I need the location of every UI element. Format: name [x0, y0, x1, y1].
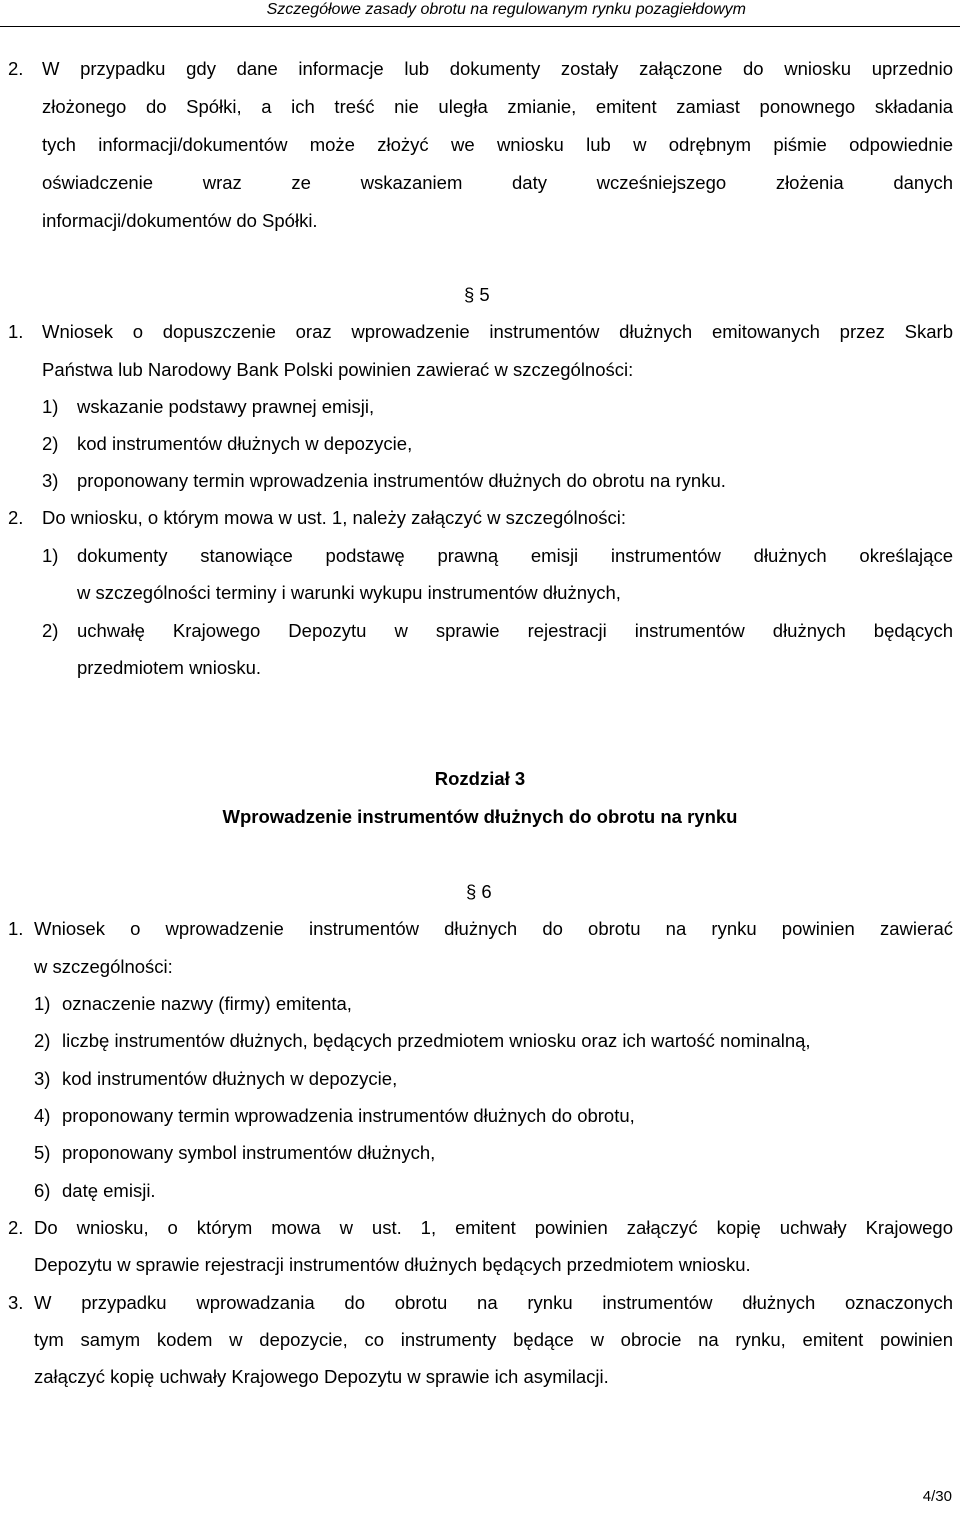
item-number: 2.: [8, 1217, 24, 1238]
text-line: załączyć kopię uchwały Krajowego Depozytu w sprawie ich asymilacji.: [34, 1366, 609, 1387]
chapter-title: Wprowadzenie instrumentów dłużnych do obrotu na rynku: [222, 806, 738, 827]
item-number: 1.: [8, 918, 24, 939]
text-line: Wniosek o dopuszczenie oraz wprowadzenie instrumentów dłużnych emitowanych przez Skarb: [42, 321, 953, 342]
running-header: Szczegółowe zasady obrotu na regulowanym rynku pozagiełdowym: [266, 1, 746, 18]
text-line: złożonego do Spółki, a ich treść nie uległa zmianie, emitent zamiast ponownego składania: [42, 96, 953, 117]
text-line: oświadczenie wraz ze wskazaniem daty wcześniejszego złożenia danych: [42, 172, 953, 193]
text-line: Depozytu w sprawie rejestracji instrumentów dłużnych będących przedmiotem wniosku.: [34, 1254, 751, 1275]
list-item: w szczególności terminy i warunki wykupu instrumentów dłużnych,: [77, 582, 621, 603]
list-item-number: 3): [34, 1068, 51, 1089]
item-number: 2.: [8, 507, 24, 528]
chapter-number: Rozdział 3: [434, 768, 526, 789]
list-item: kod instrumentów dłużnych w depozycie,: [77, 433, 413, 454]
text-line: informacji/dokumentów do Spółki.: [42, 210, 318, 231]
list-item-number: 3): [42, 470, 59, 491]
list-item-number: 1): [42, 545, 59, 566]
list-item: dokumenty stanowiące podstawę prawną emisji instrumentów dłużnych określające: [77, 545, 953, 566]
text-line: Wniosek o wprowadzenie instrumentów dłużnych do obrotu na rynku powinien zawierać: [34, 918, 953, 939]
list-item-number: 2): [42, 620, 59, 641]
page-number: 4/30: [922, 1488, 952, 1505]
paragraph-mark: § 6: [466, 881, 492, 902]
item-number: 2.: [8, 58, 24, 79]
text-line: Państwa lub Narodowy Bank Polski powinien zawierać w szczególności:: [42, 359, 634, 380]
item-number: 1.: [8, 321, 24, 342]
text-line: W przypadku wprowadzania do obrotu na rynku instrumentów dłużnych oznaczonych: [34, 1292, 953, 1313]
text-line: tym samym kodem w depozycie, co instrumenty będące w obrocie na rynku, emitent powinien: [34, 1329, 953, 1350]
list-item: proponowany symbol instrumentów dłużnych,: [62, 1142, 436, 1163]
list-item-number: 2): [42, 433, 59, 454]
list-item: kod instrumentów dłużnych w depozycie,: [62, 1068, 398, 1089]
list-item-number: 1): [34, 993, 51, 1014]
list-item: oznaczenie nazwy (firmy) emitenta,: [62, 993, 352, 1014]
list-item: proponowany termin wprowadzenia instrumentów dłużnych do obrotu na rynku.: [77, 470, 726, 491]
text-line: W przypadku gdy dane informacje lub dokumenty zostały załączone do wniosku uprzednio: [42, 58, 953, 79]
header-rule: [0, 26, 960, 27]
list-item-number: 2): [34, 1030, 51, 1051]
list-item: datę emisji.: [62, 1180, 156, 1201]
text-line: tych informacji/dokumentów może złożyć we wniosku lub w odrębnym piśmie odpowiednie: [42, 134, 953, 155]
list-item: liczbę instrumentów dłużnych, będących przedmiotem wniosku oraz ich wartość nominalną,: [62, 1030, 811, 1051]
list-item: uchwałę Krajowego Depozytu w sprawie rejestracji instrumentów dłużnych będących: [77, 620, 953, 641]
text-line: w szczególności:: [34, 956, 173, 977]
text-line: Do wniosku, o którym mowa w ust. 1, emitent powinien załączyć kopię uchwały Krajowego: [34, 1217, 953, 1238]
list-item: proponowany termin wprowadzenia instrumentów dłużnych do obrotu,: [62, 1105, 635, 1126]
text-line: Do wniosku, o którym mowa w ust. 1, należy załączyć w szczególności:: [42, 507, 626, 528]
list-item-number: 4): [34, 1105, 51, 1126]
list-item-number: 6): [34, 1180, 51, 1201]
list-item-number: 1): [42, 396, 59, 417]
paragraph-mark: § 5: [464, 284, 490, 305]
list-item-number: 5): [34, 1142, 51, 1163]
list-item: przedmiotem wniosku.: [77, 657, 262, 678]
item-number: 3.: [8, 1292, 24, 1313]
list-item: wskazanie podstawy prawnej emisji,: [77, 396, 375, 417]
